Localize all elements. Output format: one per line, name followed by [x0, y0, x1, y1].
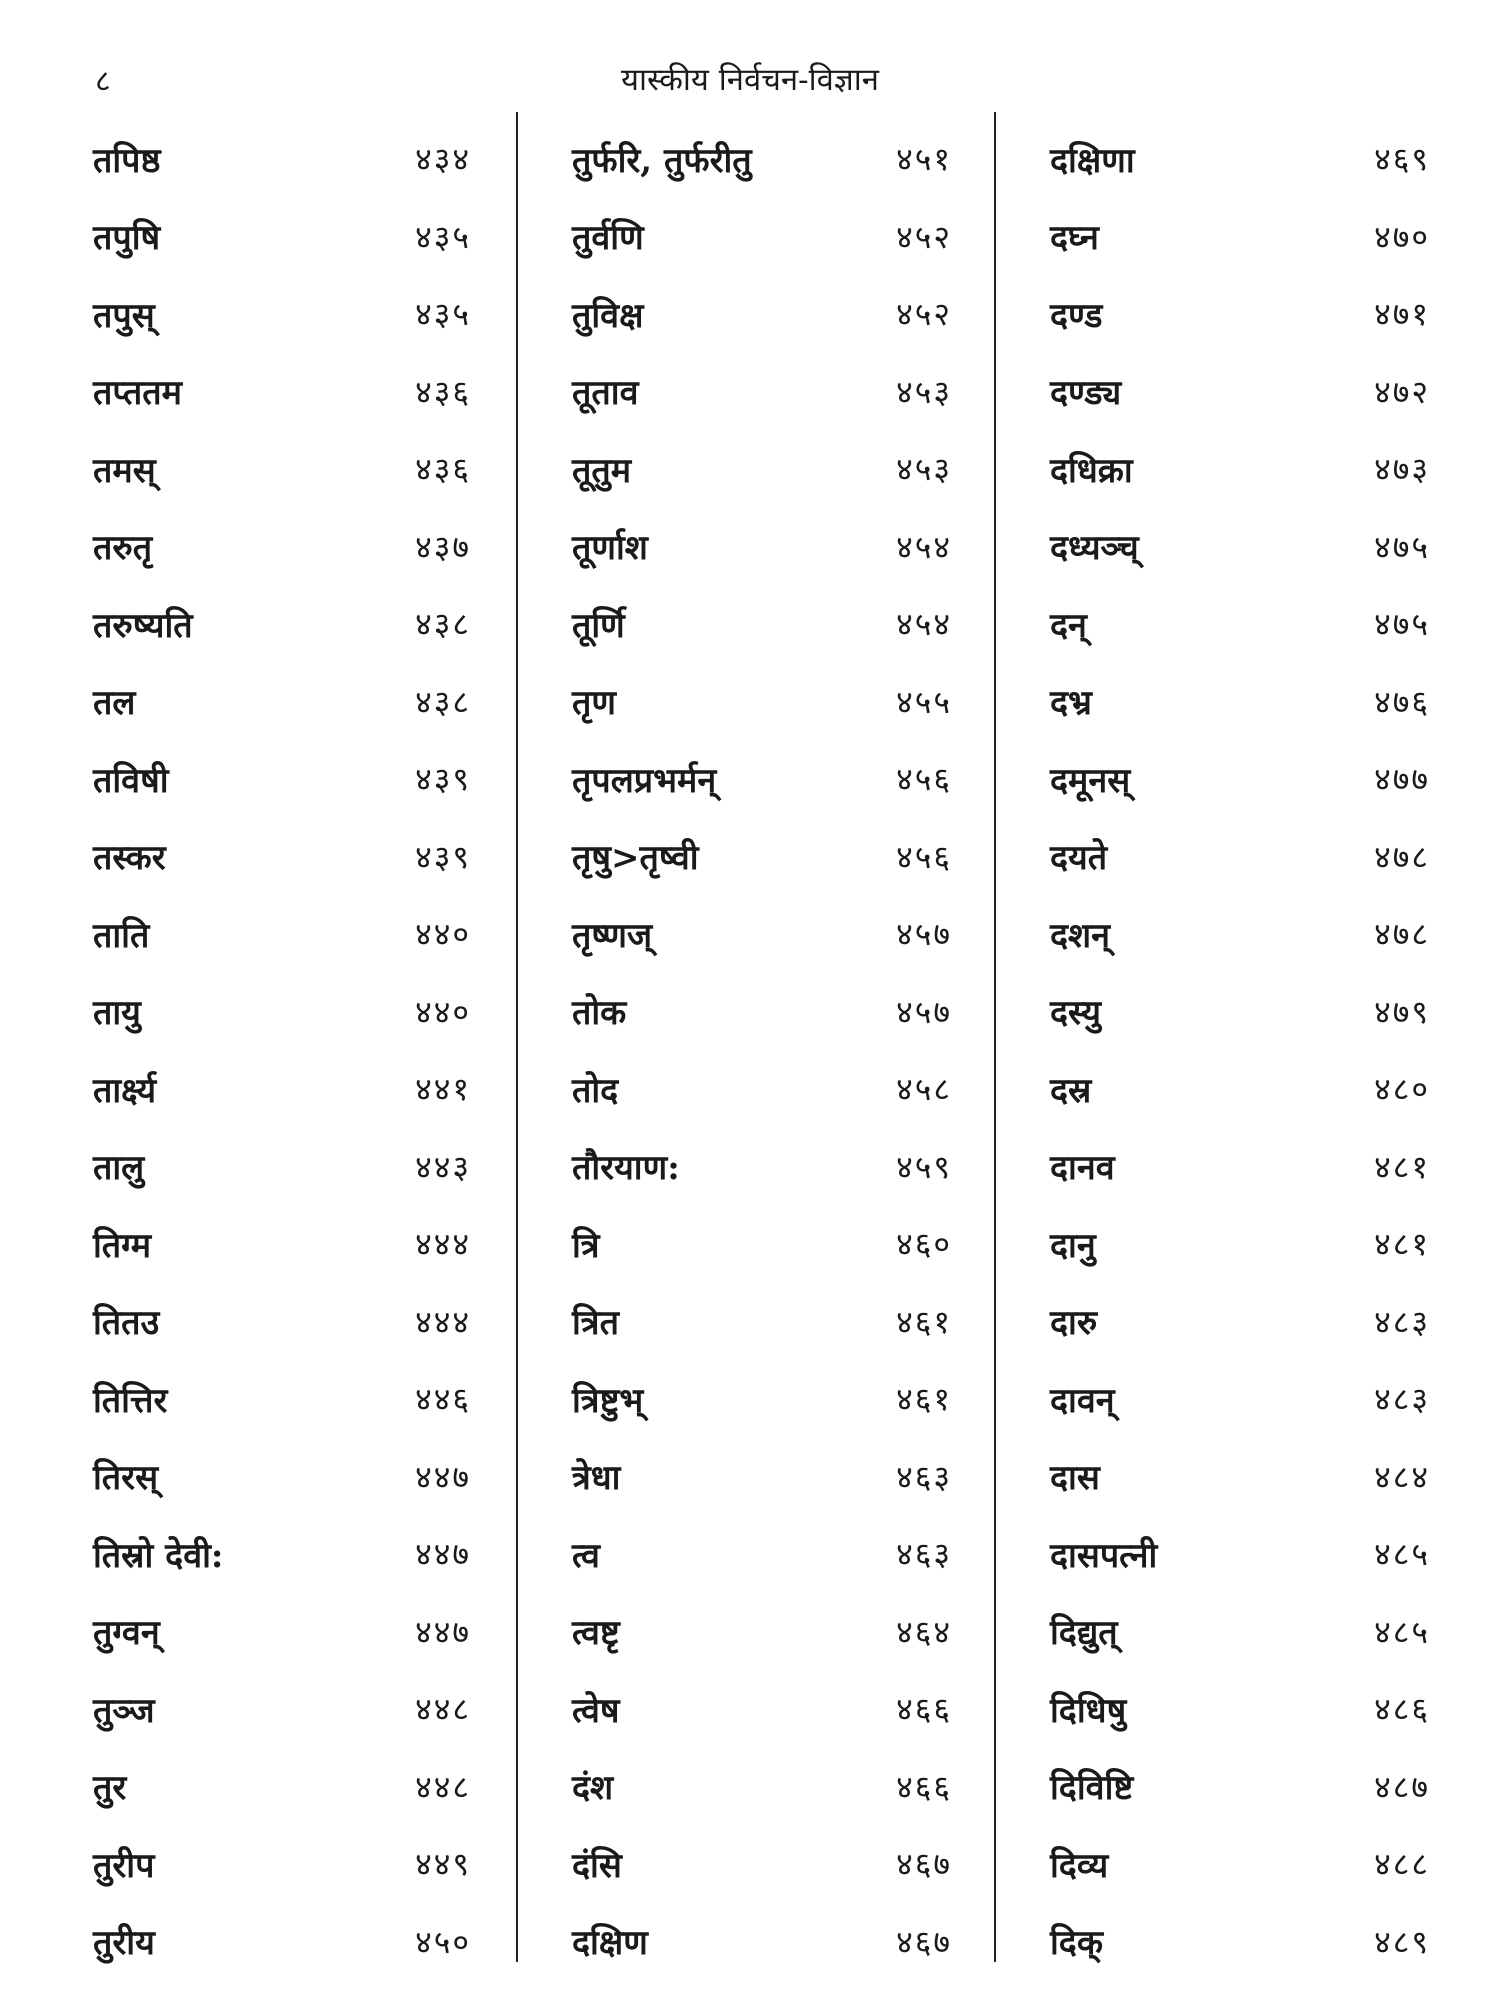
index-term: दमूनस् — [1050, 760, 1131, 801]
index-entry — [572, 353, 952, 431]
index-entry — [93, 1903, 471, 1981]
index-term: दण्ड — [1050, 295, 1103, 336]
index-term: तिरस् — [93, 1458, 159, 1499]
index-term: तौरयाण: — [572, 1148, 680, 1189]
index-entry — [572, 1360, 952, 1438]
index-entry — [1050, 818, 1430, 896]
index-page-number: ४८९ — [1374, 1922, 1430, 1961]
index-entry — [572, 1593, 952, 1671]
index-entry — [572, 740, 952, 818]
index-term: दिधिषु — [1050, 1690, 1127, 1731]
running-title: यास्कीय निर्वचन-विज्ञान — [621, 62, 879, 98]
index-term: तिस्रो देवी: — [93, 1535, 224, 1576]
index-page-number: ४८५ — [1374, 1612, 1430, 1651]
index-term: दस्यु — [1050, 993, 1101, 1034]
index-term: तूतुम — [572, 450, 632, 491]
index-entry — [572, 1050, 952, 1128]
index-term: तपुस् — [93, 295, 155, 336]
index-entry — [572, 1205, 952, 1283]
index-entry — [93, 353, 471, 431]
index-page-number: ४३७ — [415, 527, 471, 566]
index-entry — [1050, 1360, 1430, 1438]
index-page-number: ४८१ — [1374, 1225, 1430, 1264]
index-term: दयते — [1050, 838, 1108, 879]
index-term: दस्र — [1050, 1070, 1092, 1111]
index-entry — [93, 1825, 471, 1903]
index-page-number: ४४८ — [415, 1767, 471, 1806]
index-term: दावन् — [1050, 1380, 1115, 1421]
index-page-number: ४४९ — [415, 1845, 471, 1884]
index-page-number: ४६१ — [896, 1302, 952, 1341]
index-entry — [1050, 1670, 1430, 1748]
index-page-number: ४८८ — [1374, 1845, 1430, 1884]
index-entry — [1050, 1283, 1430, 1361]
index-term: तृषु>तृष्वी — [572, 838, 699, 879]
index-entry — [1050, 1050, 1430, 1128]
index-entry — [93, 663, 471, 741]
index-page-number: ४५३ — [896, 450, 952, 489]
index-page-number: ४८७ — [1374, 1767, 1430, 1806]
index-page-number: ४७१ — [1374, 295, 1430, 334]
index-term: तुरीप — [93, 1845, 155, 1886]
index-page-number: ४४७ — [415, 1612, 471, 1651]
index-page-number: ४५४ — [896, 605, 952, 644]
index-entry — [93, 1438, 471, 1516]
index-entry — [1050, 275, 1430, 353]
index-page-number: ४७८ — [1374, 915, 1430, 954]
index-term: त्वेष — [572, 1690, 620, 1731]
index-entry — [1050, 1205, 1430, 1283]
index-page-number: ४५८ — [896, 1070, 952, 1109]
index-term: दन् — [1050, 605, 1087, 646]
index-entry — [93, 1748, 471, 1826]
index-term: तुर्वणि — [572, 218, 644, 259]
index-entry — [572, 198, 952, 276]
index-page-number: ४६९ — [1374, 140, 1430, 179]
index-page-number: ४७५ — [1374, 605, 1430, 644]
index-entry — [93, 1593, 471, 1671]
index-term: दास — [1050, 1458, 1100, 1499]
index-page-number: ४३६ — [415, 450, 471, 489]
index-entry — [1050, 740, 1430, 818]
index-page-number: ४६० — [896, 1225, 952, 1264]
index-page-number: ४७७ — [1374, 760, 1430, 799]
index-page-number: ४३९ — [415, 760, 471, 799]
index-page-number: ४७२ — [1374, 372, 1430, 411]
index-term: दक्षिण — [572, 1923, 648, 1964]
index-entry — [572, 508, 952, 586]
index-page-number: ४८४ — [1374, 1457, 1430, 1496]
index-term: ताति — [93, 915, 150, 956]
index-term: त्व — [572, 1535, 600, 1576]
index-page-number: ४३८ — [415, 605, 471, 644]
index-page-number: ४७३ — [1374, 450, 1430, 489]
index-term: तूताव — [572, 373, 639, 414]
index-page-number: ४८३ — [1374, 1302, 1430, 1341]
index-term: तुर — [93, 1768, 127, 1809]
index-term: त्रिष्टुभ् — [572, 1380, 644, 1421]
index-page-number: ४८० — [1374, 1070, 1430, 1109]
index-entry — [572, 1283, 952, 1361]
index-term: तपुषि — [93, 218, 161, 259]
index-term: दधिक्रा — [1050, 450, 1133, 491]
index-entry — [1050, 1128, 1430, 1206]
index-page-number: ४७० — [1374, 217, 1430, 256]
index-page-number: ४६३ — [896, 1535, 952, 1574]
column-divider — [994, 112, 996, 1962]
index-term: तप्ततम — [93, 373, 182, 414]
index-entry — [93, 198, 471, 276]
index-term: तमस् — [93, 450, 156, 491]
index-page-number: ४४० — [415, 915, 471, 954]
index-term: दानव — [1050, 1148, 1115, 1189]
index-term: तल — [93, 683, 136, 724]
index-entry — [1050, 198, 1430, 276]
index-page-number: ४४३ — [415, 1147, 471, 1186]
index-term: दासपत्नी — [1050, 1535, 1158, 1576]
index-entry — [93, 895, 471, 973]
index-entry — [572, 973, 952, 1051]
index-page-number: ४६१ — [896, 1380, 952, 1419]
index-entry — [1050, 895, 1430, 973]
index-term: दण्ड्य — [1050, 373, 1122, 414]
index-page-number: ४७५ — [1374, 527, 1430, 566]
index-entry — [93, 508, 471, 586]
index-term: दिक् — [1050, 1923, 1103, 1964]
index-entry — [1050, 1903, 1430, 1981]
index-term: दानु — [1050, 1225, 1096, 1266]
index-page-number: ४४० — [415, 992, 471, 1031]
index-term: तुञ्ज — [93, 1690, 155, 1731]
index-entry — [1050, 1438, 1430, 1516]
index-page-number: ४५१ — [896, 140, 952, 179]
index-column-3 — [1050, 120, 1430, 1980]
index-entry — [93, 585, 471, 663]
index-page-number: ४५२ — [896, 295, 952, 334]
index-entry — [1050, 430, 1430, 508]
index-column-1 — [93, 120, 471, 1980]
index-page-number: ४५९ — [896, 1147, 952, 1186]
index-entry — [93, 430, 471, 508]
index-entry — [93, 1360, 471, 1438]
index-column-2 — [572, 120, 952, 1980]
index-page-number: ४७८ — [1374, 837, 1430, 876]
index-entry — [93, 1050, 471, 1128]
index-page-number: ४७९ — [1374, 992, 1430, 1031]
index-term: दंश — [572, 1768, 614, 1809]
index-entry — [93, 120, 471, 198]
index-page-number: ४३६ — [415, 372, 471, 411]
index-entry — [1050, 353, 1430, 431]
index-page-number: ४५६ — [896, 760, 952, 799]
index-term: तुग्वन् — [93, 1613, 160, 1654]
index-term: तोक — [572, 993, 627, 1034]
index-term: तपिष्ठ — [93, 140, 161, 181]
index-page-number: ४३५ — [415, 295, 471, 334]
index-page-number: ४५७ — [896, 915, 952, 954]
index-page-number: ४६४ — [896, 1612, 952, 1651]
index-page-number: ४६६ — [896, 1767, 952, 1806]
index-entry — [572, 275, 952, 353]
index-page-number: ४३९ — [415, 837, 471, 876]
index-term: दभ्र — [1050, 683, 1092, 724]
index-term: त्रि — [572, 1225, 600, 1266]
index-term: त्रित — [572, 1303, 619, 1344]
index-term: तोद — [572, 1070, 619, 1111]
index-page-number: ४६७ — [896, 1845, 952, 1884]
index-entry — [572, 818, 952, 896]
index-entry — [1050, 973, 1430, 1051]
index-page-number: ४४७ — [415, 1457, 471, 1496]
index-term: तितउ — [93, 1303, 160, 1344]
index-term: त्वष्टृ — [572, 1613, 620, 1654]
index-term: त्रेधा — [572, 1458, 621, 1499]
index-page-number: ४८३ — [1374, 1380, 1430, 1419]
index-entry — [572, 1670, 952, 1748]
index-entry — [93, 740, 471, 818]
index-page-number: ४५४ — [896, 527, 952, 566]
index-term: तृण — [572, 683, 616, 724]
index-page-number: ४४७ — [415, 1535, 471, 1574]
index-entry — [93, 1515, 471, 1593]
index-page-number: ४८५ — [1374, 1535, 1430, 1574]
index-entry — [93, 973, 471, 1051]
index-page-number: ४४८ — [415, 1690, 471, 1729]
index-entry — [572, 430, 952, 508]
index-entry — [572, 1825, 952, 1903]
index-entry — [572, 895, 952, 973]
index-entry — [572, 1748, 952, 1826]
index-entry — [93, 1283, 471, 1361]
index-term: दशन् — [1050, 915, 1111, 956]
index-entry — [1050, 1593, 1430, 1671]
index-entry — [572, 585, 952, 663]
index-page-number: ४६६ — [896, 1690, 952, 1729]
index-entry — [1050, 1515, 1430, 1593]
index-term: तिग्म — [93, 1225, 152, 1266]
index-page-number: ४४४ — [415, 1302, 471, 1341]
index-entry — [572, 1128, 952, 1206]
index-page-number: ४३५ — [415, 217, 471, 256]
index-entry — [1050, 585, 1430, 663]
index-term: दक्षिणा — [1050, 140, 1135, 181]
index-page-number: ४५२ — [896, 217, 952, 256]
index-page-number: ४४१ — [415, 1070, 471, 1109]
index-page-number: ४३८ — [415, 682, 471, 721]
index-page-number: ४८६ — [1374, 1690, 1430, 1729]
index-page-number: ४४६ — [415, 1380, 471, 1419]
index-page-number: ४५७ — [896, 992, 952, 1031]
index-entry — [572, 1515, 952, 1593]
index-term: तृष्णज् — [572, 915, 653, 956]
index-page-number: ४६३ — [896, 1457, 952, 1496]
index-term: दिविष्टि — [1050, 1768, 1134, 1809]
index-entry — [93, 1128, 471, 1206]
index-term: तुविक्ष — [572, 295, 644, 336]
page-number: ८ — [95, 64, 111, 99]
index-page-number: ४४४ — [415, 1225, 471, 1264]
index-term: दारु — [1050, 1303, 1098, 1344]
index-page-number: ४३४ — [415, 140, 471, 179]
index-term: दघ्न — [1050, 218, 1099, 259]
index-term: तुरीय — [93, 1923, 155, 1964]
index-term: तूर्णाश — [572, 528, 648, 569]
index-page-number: ४५५ — [896, 682, 952, 721]
index-entry — [1050, 1748, 1430, 1826]
index-entry — [572, 663, 952, 741]
index-page-number: ४७६ — [1374, 682, 1430, 721]
index-page-number: ४५६ — [896, 837, 952, 876]
index-page-number: ४८१ — [1374, 1147, 1430, 1186]
index-entry — [572, 1903, 952, 1981]
index-term: तायु — [93, 993, 141, 1034]
index-entry — [93, 818, 471, 896]
index-term: दिद्युत् — [1050, 1613, 1118, 1654]
index-entry — [1050, 663, 1430, 741]
index-entry — [1050, 508, 1430, 586]
index-term: तविषी — [93, 760, 169, 801]
index-entry — [572, 120, 952, 198]
index-entry — [93, 1205, 471, 1283]
index-term: दंसि — [572, 1845, 622, 1886]
index-term: तालु — [93, 1148, 145, 1189]
index-term: तस्कर — [93, 838, 166, 879]
index-term: तूर्णि — [572, 605, 625, 646]
index-entry — [1050, 1825, 1430, 1903]
index-term: दध्यञ्च् — [1050, 528, 1139, 569]
index-entry — [1050, 120, 1430, 198]
index-term: तित्तिर — [93, 1380, 168, 1421]
index-term: तुर्फरि, तुर्फरीतु — [572, 140, 752, 181]
index-term: तरुष्यति — [93, 605, 193, 646]
index-term: तृपलप्रभर्मन् — [572, 760, 717, 801]
index-entry — [572, 1438, 952, 1516]
index-entry — [93, 1670, 471, 1748]
index-page-number: ४५३ — [896, 372, 952, 411]
index-term: दिव्य — [1050, 1845, 1109, 1886]
column-divider — [516, 112, 518, 1962]
index-term: तरुतृ — [93, 528, 153, 569]
index-entry — [93, 275, 471, 353]
index-page-number: ४६७ — [896, 1922, 952, 1961]
index-term: तार्क्ष्य — [93, 1070, 157, 1111]
index-page-number: ४५० — [415, 1922, 471, 1961]
